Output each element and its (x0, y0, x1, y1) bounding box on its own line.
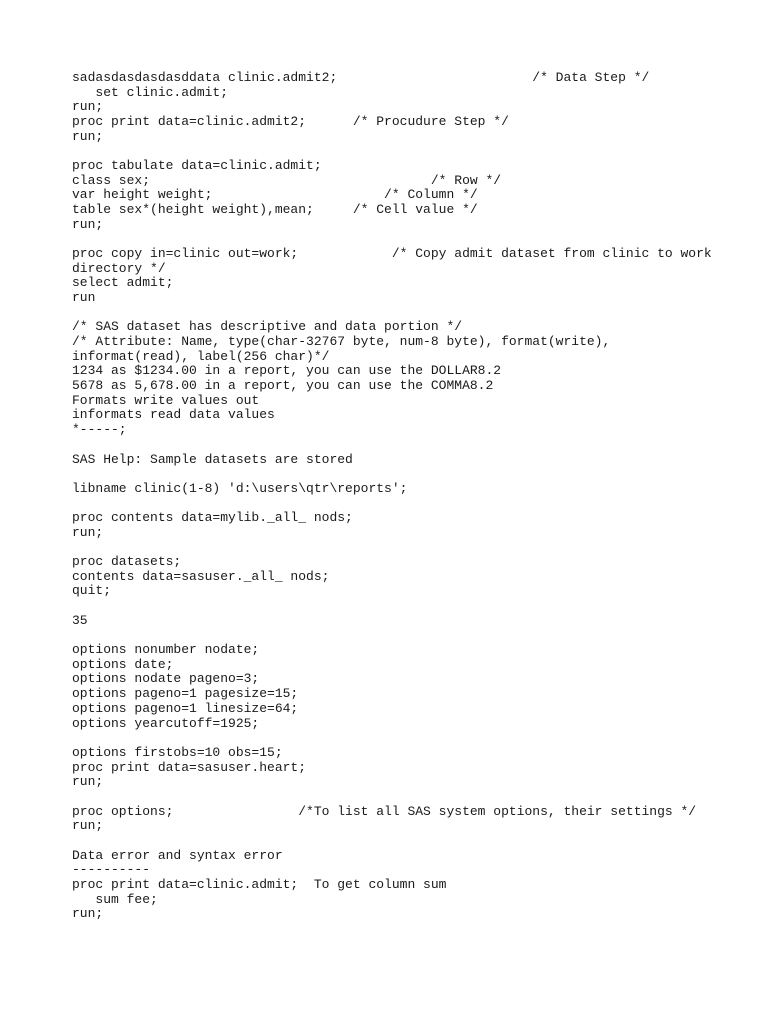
code-line: directory */ (72, 261, 166, 276)
code-line: run; (72, 129, 104, 144)
code-line: libname clinic(1-8) 'd:\users\qtr\reports'; (72, 481, 408, 496)
code-line: table sex*(height weight),mean; /* Cell value */ (72, 202, 478, 217)
code-line: proc contents data=mylib._all_ nods; (72, 510, 353, 525)
code-line: contents data=sasuser._all_ nods; (72, 569, 330, 584)
code-line: quit; (72, 583, 112, 598)
code-line: options nodate pageno=3; (72, 671, 260, 686)
code-line: informats read data values (72, 407, 275, 422)
code-line: SAS Help: Sample datasets are stored (72, 452, 353, 467)
code-line: Formats write values out (72, 393, 260, 408)
code-line: run; (72, 217, 104, 232)
code-line: options date; (72, 657, 174, 672)
code-line: options pageno=1 pagesize=15; (72, 686, 299, 701)
code-line: proc tabulate data=clinic.admit; (72, 158, 322, 173)
code-line: run; (72, 906, 104, 921)
code-line: run; (72, 99, 104, 114)
code-line: proc print data=clinic.admit; To get column sum (72, 877, 447, 892)
code-line: var height weight; /* Column */ (72, 187, 478, 202)
code-line: run; (72, 774, 104, 789)
code-line: proc options; /*To list all SAS system options, their settings */ (72, 804, 697, 819)
code-line: options pageno=1 linesize=64; (72, 701, 299, 716)
code-line: options firstobs=10 obs=15; (72, 745, 283, 760)
code-line: 5678 as 5,678.00 in a report, you can use the COMMA8.2 (72, 378, 494, 393)
code-line: select admit; (72, 275, 174, 290)
code-line: set clinic.admit; (72, 85, 229, 100)
code-line: proc copy in=clinic out=work; /* Copy admit dataset from clinic to work (72, 246, 712, 261)
code-line: proc print data=clinic.admit2; /* Procudure Step */ (72, 114, 509, 129)
code-line: sum fee; (72, 892, 158, 907)
code-line: ---------- (72, 862, 151, 877)
code-line: informat(read), label(256 char)*/ (72, 349, 330, 364)
code-line: 35 (72, 613, 88, 628)
code-line: run; (72, 818, 104, 833)
code-line: run (72, 290, 96, 305)
code-line: /* SAS dataset has descriptive and data portion */ (72, 319, 463, 334)
code-line: options yearcutoff=1925; (72, 716, 260, 731)
code-line: proc datasets; (72, 554, 182, 569)
code-line: /* Attribute: Name, type(char-32767 byte, num-8 byte), format(write), (72, 334, 611, 349)
code-line: Data error and syntax error (72, 848, 283, 863)
code-line: options nonumber nodate; (72, 642, 260, 657)
code-line: run; (72, 525, 104, 540)
code-line: 1234 as $1234.00 in a report, you can use the DOLLAR8.2 (72, 363, 502, 378)
code-line: sadasdasdasdasddata clinic.admit2; /* Data Step */ (72, 70, 650, 85)
code-line: *-----; (72, 422, 127, 437)
code-line: class sex; /* Row */ (72, 173, 502, 188)
code-line: proc print data=sasuser.heart; (72, 760, 307, 775)
